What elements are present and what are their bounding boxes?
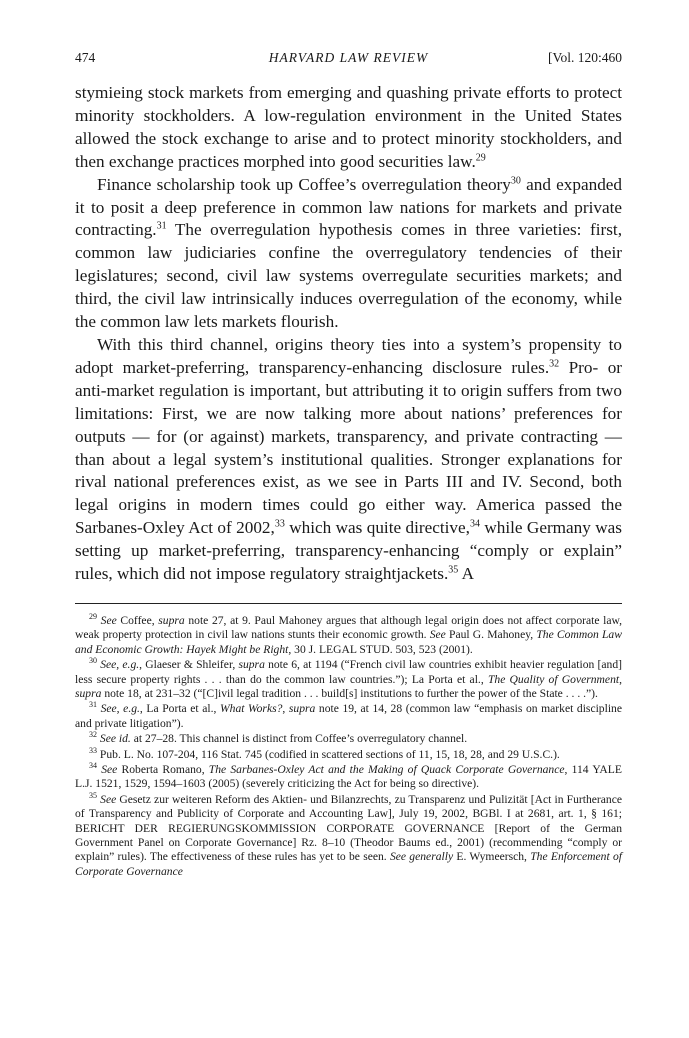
text-run: , Glaeser & Shleifer, <box>139 658 239 672</box>
italic-text: See <box>101 763 118 776</box>
footnote-ref: 31 <box>156 220 167 232</box>
text-run: at 27–28. This channel is distinct from Coffee’s overregulatory channel. <box>130 732 468 746</box>
footnote-ref: 34 <box>469 518 480 530</box>
document-page <box>75 44 622 880</box>
text-run: while Germany was setting up market-preferring, transparency-enhancing “comply or explain” rules, which did not impose regulatory straightjackets. <box>75 518 622 584</box>
footnote-ref: 29 <box>89 612 97 622</box>
text-run: Finance scholarship took up Coffee’s overregulation theory <box>97 174 511 194</box>
footnote-ref: 35 <box>448 564 459 576</box>
italic-text: What Works? <box>219 702 283 716</box>
body-paragraph <box>75 82 622 174</box>
italic-text: See, e.g. <box>100 702 140 716</box>
page-number: 474 <box>75 50 96 65</box>
text-run: , 114 YALE L.J. 1521, 1529, 1594–1603 (2005) (severely criticizing the Act for being so directive). <box>75 763 622 791</box>
body-paragraph <box>75 174 622 334</box>
italic-text: See <box>429 628 446 642</box>
italic-text: supra <box>75 686 102 700</box>
footnote-ref: 30 <box>510 174 521 186</box>
italic-text: See <box>100 792 117 806</box>
text-run: E. Wymeersch, <box>453 850 531 864</box>
text-run: Roberta Romano, <box>117 763 209 776</box>
italic-text: See generally <box>389 850 454 864</box>
text-run: , 30 J. LEGAL STUD. 503, 523 (2001). <box>288 642 473 656</box>
footnote-ref: 32 <box>549 358 560 370</box>
italic-text: The Sarbanes-Oxley Act and the Making of Quack Corporate Governance <box>208 763 565 776</box>
italic-text: The Quality of Government <box>487 672 620 686</box>
text-run: note 18, at 231–32 (“[C]ivil legal tradition . . . build[s] institutions to further the power of the State . . . .”). <box>101 686 598 700</box>
italic-text: See, e.g. <box>100 658 140 672</box>
text-run: , <box>282 702 289 716</box>
footnote <box>75 790 622 879</box>
text-run: Pub. L. No. 107-204, 116 Stat. 745 (codified in scattered sections of 11, 15, 18, 28, and 29 U.S.C.). <box>97 747 560 761</box>
text-run: and expanded it to posit a deep preference in common law nations for markets and private contracting. <box>75 174 623 240</box>
text-run: The overregulation hypothesis comes in three varieties: first, common law judiciaries confine the overregulatory tendencies of their legislatures; second, civil law systems overregulate securities markets; and third, the civil law intrinsically induces overregulation of the economy, while the common law lets markets flourish. <box>75 220 622 332</box>
italic-text: See <box>100 613 117 627</box>
text-run: note 27, at 9. Paul Mahoney argues that although legal origin does not affect corporate law, weak property protection in civil law nations stunts their economic growth. <box>75 613 623 642</box>
footnote-ref: 33 <box>274 518 285 530</box>
text-run: Pro- or anti-market regulation is important, but attributing it to origin suffers from two limitations: First, we are now talking more about nations’ preferences for outputs — for (or against) markets, transparency, and private contracting — than about a legal system’s institutional qualities. Stronger explanations for rival national preferences exist, as we see in Parts III and IV. Second, both legal origins in modern times could go either way. America passed the Sarbanes-Oxley Act of 2002, <box>75 357 623 538</box>
footnotes <box>75 614 622 879</box>
footnote-ref: 34 <box>89 761 97 771</box>
italic-text: See id. <box>99 732 131 746</box>
text-run: A <box>458 564 475 584</box>
text-run: stymieing stock markets from emerging and quashing private efforts to protect minority stockholders. A low-regulation environment in the United States allowed the stock exchange to arise and to protect minority stockholders, and then exchange practices morphed into good securities law. <box>75 83 622 171</box>
text-run: note 6, at 1194 (“French civil law countries exhibit heavier regulation [and] less secure property rights . . . than do the common law countries.”); La Porta et al., <box>75 658 622 686</box>
footnote <box>75 745 622 762</box>
text-run: Coffee, <box>116 613 159 627</box>
footnote-ref: 33 <box>89 745 97 755</box>
footnote-ref: 29 <box>475 151 486 163</box>
running-header <box>75 44 622 66</box>
footnote <box>75 702 622 731</box>
italic-text: The Enforcement of Corporate Governance <box>75 850 622 878</box>
text-run: , La Porta et al., <box>139 702 220 716</box>
footnote-ref: 31 <box>89 700 97 710</box>
footnote <box>75 732 622 746</box>
footnote <box>75 614 622 657</box>
footnote <box>75 763 622 792</box>
italic-text: supra <box>288 702 316 716</box>
text-run: Gesetz zur weiteren Reform des Aktien- und Bilanzrechts, zu Transparenz und Pulizität [Act in Furtherance of Transparency and Publicity of Corporate and Accounting Law], July 19, 2002, BGBl. I at 2681, art. 1, § 161; BERICHT DER REGIERUNGSKOMMISSION CORPORATE GOVERNANCE [Report of the German Government Panel on Corporate Governance] Rz. 8–10 (Theodor Baums ed., 2001) (recommending “comply or explain” rules). The effectiveness of these rules has yet to be seen. <box>75 792 622 864</box>
text-run: note 19, at 14, 28 (common law “emphasis on market discipline and private litigation”). <box>75 702 622 730</box>
italic-text: supra <box>238 658 265 672</box>
text-run: which was quite directive, <box>284 518 470 538</box>
journal-title: HARVARD LAW REVIEW <box>268 50 429 65</box>
footnote-ref: 35 <box>89 790 97 800</box>
body-text <box>75 82 622 586</box>
italic-text: The Common Law and Economic Growth: Hayek Might be Right <box>75 628 622 656</box>
footnote-ref: 30 <box>89 656 97 666</box>
text-run: , <box>619 672 622 686</box>
footnote-divider <box>75 603 622 604</box>
footnote <box>75 658 622 701</box>
volume-citation: [Vol. 120:460 <box>547 50 622 65</box>
italic-text: supra <box>158 613 185 627</box>
footnote-ref: 32 <box>89 730 97 740</box>
text-run: Paul G. Mahoney, <box>445 628 537 642</box>
text-run: With this third channel, origins theory ties into a system’s propensity to adopt market-preferring, transparency-enhancing disclosure rules. <box>75 334 622 377</box>
body-paragraph <box>75 334 622 586</box>
